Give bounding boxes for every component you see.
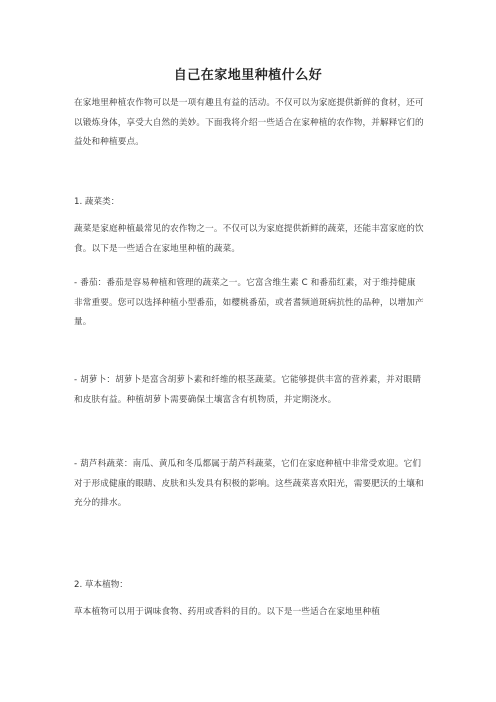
herbs-intro-paragraph: 草本植物可以用于调味食物、药用或香料的目的。以下是一些适合在家地里种植 [74,607,381,617]
section-heading-vegetables: 1. 蔬菜类： [74,197,120,207]
intro-paragraph: 在家地里种植农作物可以是一项有趣且有益的活动。不仅可以为家庭提供新鲜的食材，还可以锻炼身体，享受大自然的美妙。下面我将介绍一些适合在家种植的农作物，并解释它们的益处和种植要点。 [74,98,424,147]
gourd-paragraph: - 葫芦科蔬菜：南瓜、黄瓜和冬瓜都属于葫芦科蔬菜，它们在家庭种植中非常受欢迎。它们对于形成健康的眼睛、皮肤和头发具有积极的影响。这些蔬菜喜欢阳光，需要肥沃的土壤和充分的排水。 [74,459,424,508]
vegetables-intro-paragraph: 蔬菜是家庭种植最常见的农作物之一。不仅可以为家庭提供新鲜的蔬菜，还能丰富家庭的饮食。以下是一些适合在家地里种植的蔬菜。 [74,224,424,254]
tomato-paragraph: - 番茄：番茄是容易种植和管理的蔬菜之一。它富含维生素 C 和番茄红素，对于维持健康非常重要。您可以选择种植小型番茄，如樱桃番茄，或者耆频道斑病抗性的品种，以增加产量。 [74,278,424,327]
section-heading-herbs: 2. 草本植物： [74,580,128,590]
document-title: 自己在家地里种植什么好 [173,68,323,83]
carrot-paragraph: - 胡萝卜：胡萝卜是富含胡萝卜素和纤维的根茎蔬菜。它能够提供丰富的营养素，并对眼睛和皮肤有益。种植胡萝卜需要确保土壤富含有机物质，并定期浇水。 [74,375,422,405]
